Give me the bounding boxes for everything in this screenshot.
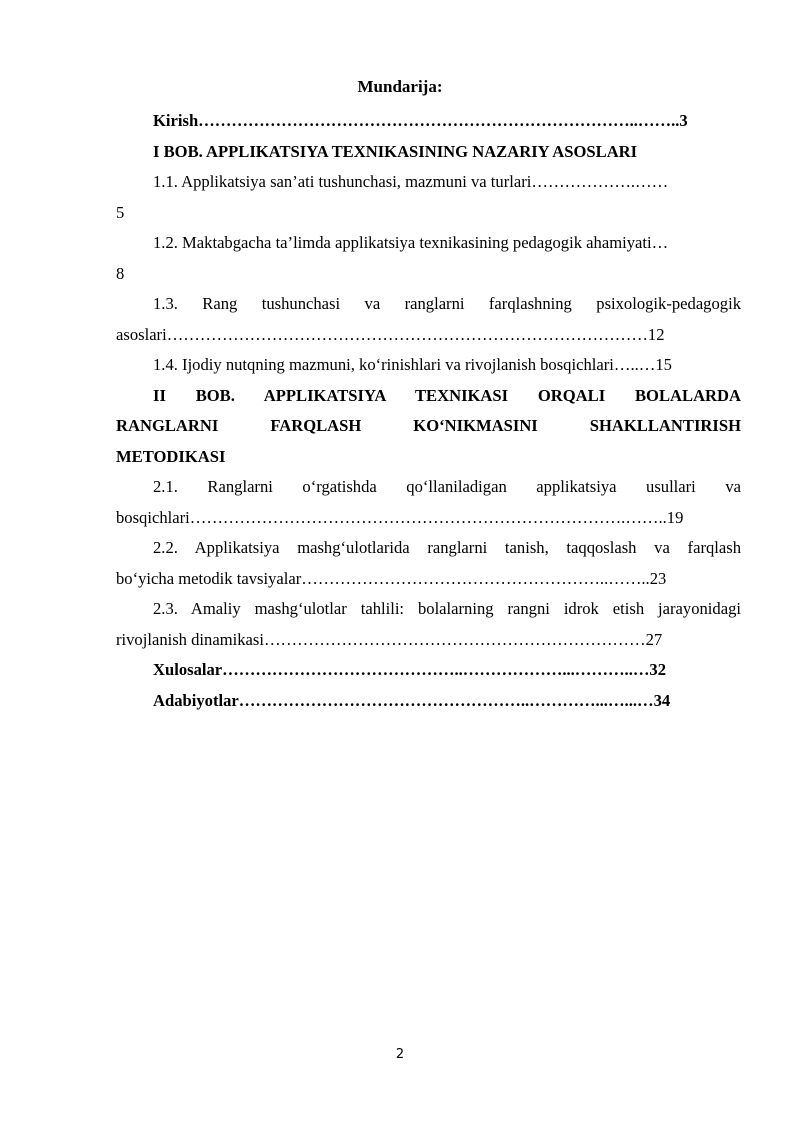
toc-entry-line: 1.2. Maktabgacha ta’limda applikatsiya texnikasining pedagogik ahamiyati… [153,233,669,252]
toc-entry-text: I BOB. APPLIKATSIYA TEXNIKASINING NAZARIY ASOSLARI [153,141,638,161]
toc-entry-2-2[interactable] [116,533,741,594]
toc-entry-line: rivojlanish dinamikasi……………………………………………………………27 [116,629,663,649]
toc-entry-xulosalar[interactable] [116,655,741,686]
toc-heading-chapter-2[interactable] [116,381,741,473]
toc-entry-line: bosqichlari…………………………………………………………………….……..19 [116,507,684,527]
toc-entry-line: 2.3. Amaliy mashg‘ulotlar tahlili: bolalarning rangni idrok etish jarayonidagi [153,599,741,618]
toc-entry-adabiyotlar[interactable] [116,686,741,717]
table-of-contents [116,106,741,716]
toc-entry-page: 8 [116,263,125,283]
toc-entry-line: 2.1. Ranglarni o‘rgatishda qo‘llaniladigan applikatsiya usullari va [153,477,741,496]
toc-entry-2-1[interactable] [116,472,741,533]
page-number: 2 [395,1047,405,1062]
toc-entry-line: METODIKASI [116,446,226,466]
toc-entry-1-3[interactable] [116,289,741,350]
toc-entry-text: Kirish……………………………………………………………………..……..3 [153,111,688,130]
toc-entry-2-3[interactable] [116,594,741,655]
toc-entry-line: 1.1. Applikatsiya san’ati tushunchasi, mazmuni va turlari……………….…… [153,172,669,191]
toc-entry-text: Adabiyotlar……………………………………………..…………...…...…34 [153,690,671,710]
toc-entry-line: asoslari……………………………………………………………………………12 [116,324,665,344]
toc-entry-kirish[interactable] [116,106,741,137]
toc-title: Mundarija: [357,77,443,96]
toc-entry-line: RANGLARNI FARQLASH KO‘NIKMASINI SHAKLLANTIRISH [116,416,741,435]
toc-entry-page: 5 [116,202,125,222]
toc-entry-1-1[interactable] [116,167,741,228]
toc-entry-1-2[interactable] [116,228,741,289]
toc-entry-text: Xulosalar……………………………………..………………...………..…32 [153,660,667,679]
toc-entry-line: bo‘yicha metodik tavsiyalar………………………………………………..……..23 [116,568,667,588]
toc-heading-chapter-1[interactable] [116,137,741,168]
toc-entry-1-4[interactable] [116,350,741,381]
toc-entry-line: 2.2. Applikatsiya mashg‘ulotlarida ranglarni tanish, taqqoslash va farqlash [153,538,741,557]
toc-entry-line: 1.3. Rang tushunchasi va ranglarni farqlashning psixologik-pedagogik [153,294,741,313]
toc-entry-text: 1.4. Ijodiy nutqning mazmuni, ko‘rinishlari va rivojlanish bosqichlari…..…15 [153,355,672,374]
toc-entry-line: II BOB. APPLIKATSIYA TEXNIKASI ORQALI BOLALARDA [153,385,741,405]
